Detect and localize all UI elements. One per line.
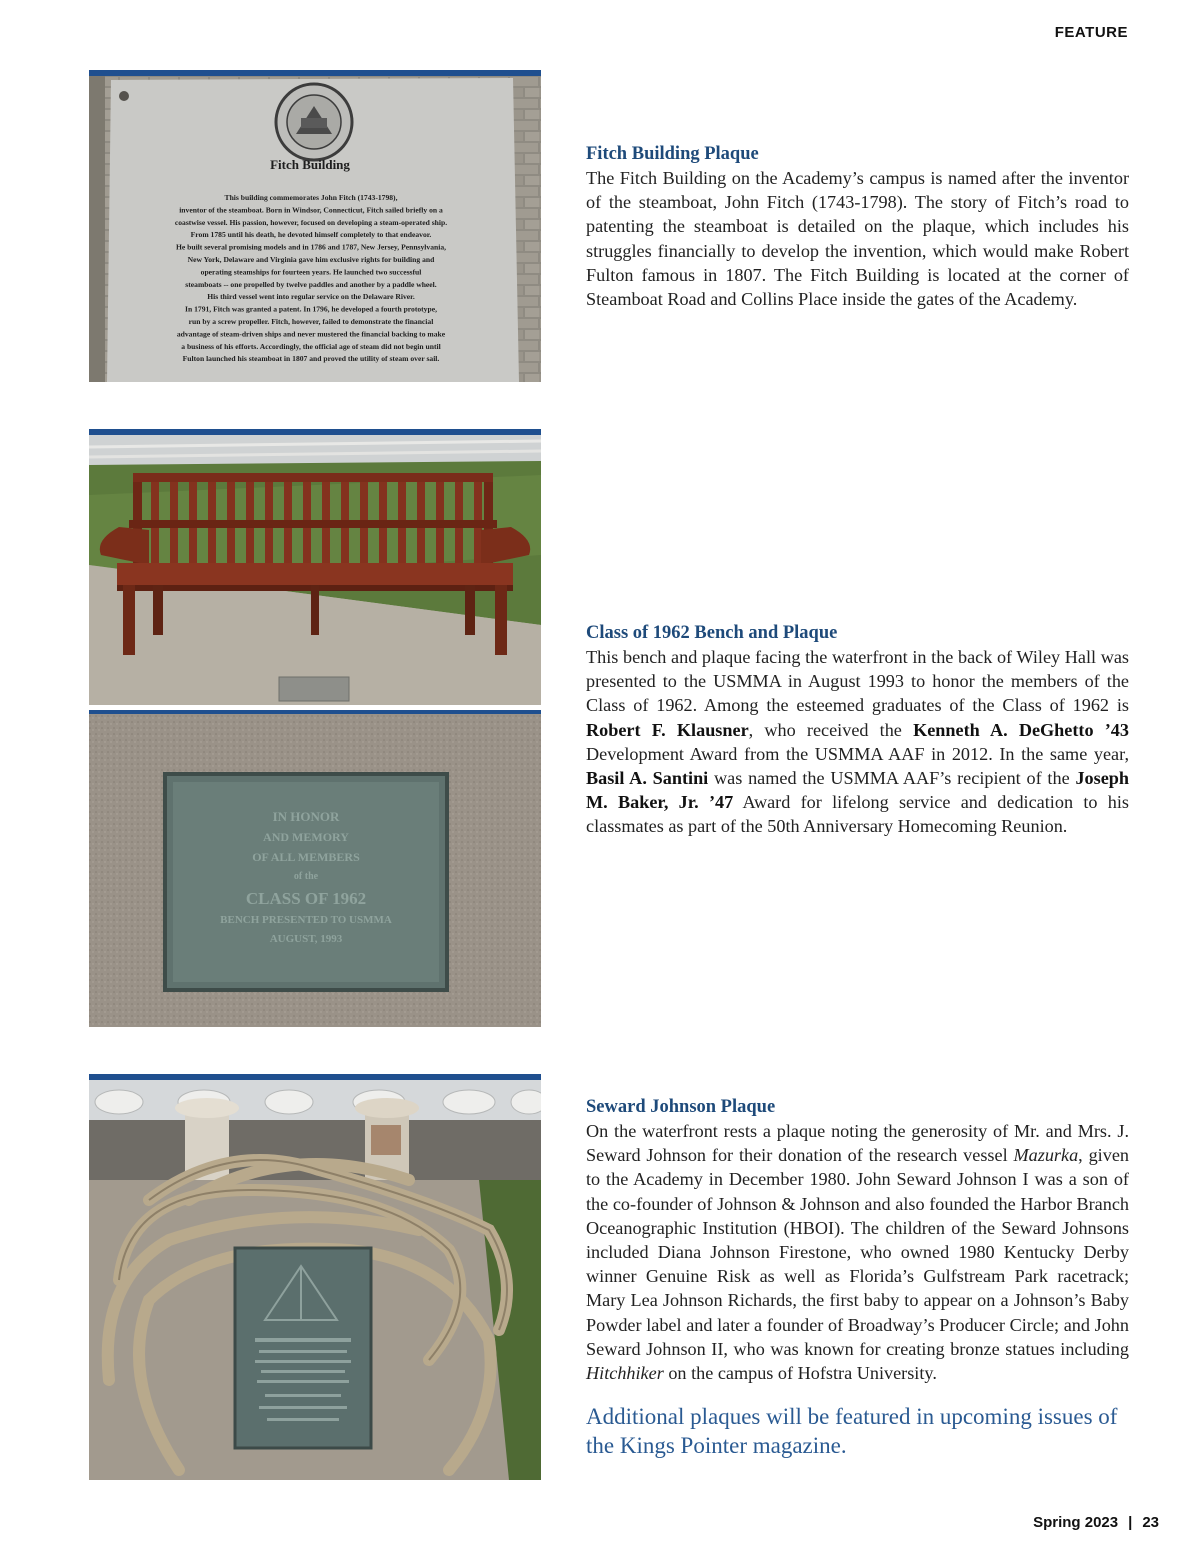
award-name: Kenneth A. DeGhetto ’43 — [913, 719, 1129, 740]
article-body — [586, 1119, 1129, 1385]
article-body — [586, 645, 1129, 839]
plaque-inscription-line: His third vessel went into regular service on the Delaware River. — [207, 292, 415, 302]
plaque-inscription-line: He built several promising models and in 1786 and 1787, New Jersey, Pennsylvania, — [175, 242, 447, 252]
plaque-inscription-line: coastwise vessel. His passion, however, focused on developing a steam-operated ship. — [174, 217, 448, 227]
plaque-inscription-line: This building commemorates John Fitch (1743-1798), — [224, 193, 398, 202]
plaque-inscription-line: of the — [293, 871, 319, 882]
plaque-inscription-line: inventor of the steamboat. Born in Windsor, Connecticut, Fitch sailed briefly on a — [179, 205, 443, 215]
fitch-plaque-photo — [89, 70, 541, 382]
plaque-inscription-line: From 1785 until his death, he devoted himself completely to that endeavor. — [190, 230, 432, 240]
class-1962-article — [586, 622, 1129, 839]
class-1962-plaque-photo — [89, 710, 541, 1027]
section-label: FEATURE — [1054, 24, 1128, 41]
text-run: , who received the — [748, 719, 914, 740]
plaque-inscription-line: Fulton launched his steamboat in 1807 and proved the utility of steam over sail. — [182, 354, 440, 364]
article-body: The Fitch Building on the Academy’s campus is named after the inventor of the steamboat, John Fitch (1743-1798). The story of Fitch’s road to patenting the steamboat is detailed on the plaque, which includes his struggles financially to develop the invention, which would make Robert Fulton famous in 1807. The Fitch Building is located at the corner of Steamboat Road and Collins Place inside the gates of the Academy. — [586, 168, 1129, 310]
bench-photo — [89, 429, 541, 705]
plaque-inscription-line: a business of his efforts. Accordingly, the official age of steam did not begin until — [181, 341, 441, 351]
article-heading: Fitch Building Plaque — [586, 144, 759, 164]
page-number: 23 — [1142, 1514, 1159, 1531]
plaque-inscription-line: New York, Delaware and Virginia gave him exclusive rights for building and — [187, 255, 435, 264]
text-run: This bench and plaque facing the waterfront in the back of Wiley Hall was presented to the USMMA in August 1993 to honor the members of the Class of 1962. Among the esteemed graduates of the Class of 1962 is — [586, 647, 1129, 716]
seal-icon — [276, 84, 352, 160]
text-run: on the campus of Hofstra University. — [663, 1363, 937, 1384]
statue-name: Hitchhiker — [586, 1363, 664, 1384]
fitch-article — [586, 143, 1129, 311]
text-run: On the waterfront rests a plaque noting the generosity of Mr. and Mrs. J. Seward Johnson for their donation of the research vessel — [586, 1121, 1129, 1166]
plaque-inscription-line: BENCH PRESENTED TO USMMA — [220, 914, 392, 926]
plaque-inscription-line: steamboats -- one propelled by twelve paddles and another by a paddle wheel. — [185, 279, 437, 289]
plaque-inscription-line: AND MEMORY — [263, 830, 349, 844]
issue-label: Spring 2023 — [1033, 1514, 1119, 1531]
text-run: was named the USMMA AAF’s recipient of the — [708, 768, 1076, 789]
plaque-title: Fitch Building — [270, 157, 350, 172]
footer-separator: | — [1128, 1514, 1133, 1531]
article-heading: Seward Johnson Plaque — [586, 1097, 776, 1117]
person-name: Robert F. Klausner — [586, 719, 749, 740]
plaque-inscription-line: AUGUST, 1993 — [269, 933, 343, 945]
text-run: Award for lifelong service and dedication to his classmates as part of the 50th Anniversary Homecoming Reunion. — [586, 792, 1129, 837]
plaque-inscription-line: run by a screw propeller. Fitch, however, failed to demonstrate the financial — [188, 317, 434, 326]
text-run: Development Award from the USMMA AAF in 2012. In the same year, — [586, 743, 1129, 764]
article-heading: Class of 1962 Bench and Plaque — [586, 623, 838, 643]
person-name: Basil A. Santini — [586, 768, 709, 789]
plaque-inscription-line: In 1791, Fitch was granted a patent. In 1796, he developed a fourth prototype, — [185, 304, 437, 314]
plaque-inscription-line: advantage of steam-driven ships and never mustered the financial backing to make — [176, 329, 446, 339]
text-run: , given to the Academy in December 1980. John Seward Johnson I was a son of the co-founder of Johnson & Johnson and also founded the Harbor Branch Oceanographic Institution (HBOI). The children of the Seward Johnsons included Diana Johnson Firestone, who owned 1980 Kentucky Derby winner Genuine Risk as well as Florida’s Gulfstream Park racetrack; Mary Lea Johnson Richards, the first baby to appear on a Johnson’s Baby Powder label and later a founder of Broadway’s Producer Circle; and John Seward Johnson II, who was known for creating bronze statues including — [586, 1145, 1129, 1359]
page-footer — [1033, 1514, 1159, 1531]
vessel-name: Mazurka — [1013, 1145, 1079, 1166]
plaque-inscription-line: OF ALL MEMBERS — [252, 850, 360, 864]
plaque-inscription-line: CLASS OF 1962 — [245, 889, 367, 908]
plaque-inscription-line: operating steamships for fourteen years. He launched two successful — [200, 267, 422, 277]
plaque-inscription-line: IN HONOR — [272, 809, 340, 824]
seward-johnson-plaque-photo — [89, 1074, 541, 1480]
award-name: Joseph M. Baker, Jr. ’47 — [586, 768, 1130, 813]
closing-note: Additional plaques will be featured in upcoming issues of the Kings Pointer magazine. — [586, 1404, 1118, 1458]
seward-johnson-article — [586, 1096, 1129, 1385]
